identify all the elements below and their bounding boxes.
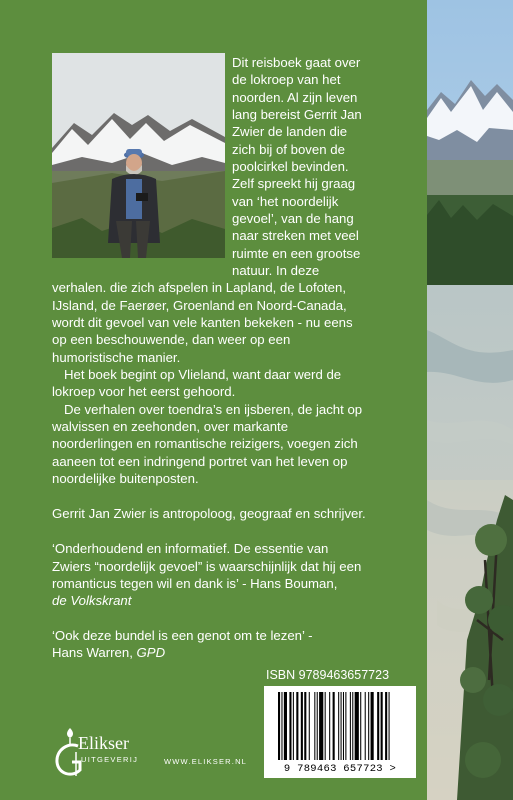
barcode-bar (284, 692, 287, 760)
barcode-digits: 9 789463 657723 > (283, 763, 397, 775)
blurb-line: wordt dit gevoel van vele kanten bekeken - nu eens (52, 315, 353, 330)
barcode-bar (341, 692, 342, 760)
quote-source-line (52, 644, 165, 661)
barcode-bar (345, 692, 346, 760)
blurb-line: Het boek begint op Vlieland, want daar werd de (64, 367, 342, 382)
barcode-bar (343, 692, 344, 760)
quote-line: Zwiers “noordelijk gevoel” is waarschijnlijk dat hij een (52, 559, 362, 574)
blurb-line: poolcirkel bevinden. (232, 159, 349, 174)
barcode-bar (296, 692, 298, 760)
blurb-line: lokroep voor het eerst gehoord. (52, 384, 236, 399)
author-photo (52, 53, 225, 258)
barcode-bar (389, 692, 390, 760)
barcode-bar (319, 692, 323, 760)
barcode-bar (325, 692, 326, 760)
barcode-bar (309, 692, 310, 760)
quote-line: romanticus tegen wil en dank is’ - Hans Bouman, (52, 576, 338, 591)
barcode-bar (377, 692, 379, 760)
blurb-line: noordelijke buitenposten. (52, 471, 199, 486)
barcode-bar (350, 692, 351, 760)
blurb-line: de lokroep van het (232, 72, 341, 87)
blurb-line: walvissen en zeehonden, over markante (52, 419, 289, 434)
barcode-bar (371, 692, 374, 760)
quote-source: GPD (136, 645, 166, 660)
barcode-bar (381, 692, 383, 760)
barcode-bar (289, 692, 291, 760)
blurb-line: De verhalen over toendra’s en ijsberen, de jacht op (64, 402, 363, 417)
blurb-line: aaneen tot een indringend portret van het leven op (52, 454, 348, 469)
barcode-bar (301, 692, 303, 760)
barcode-bar (385, 692, 387, 760)
quote-line: ‘Onderhoudend en informatief. De essentie van (52, 541, 329, 556)
blurb-line: van ‘het noordelijk (232, 194, 339, 209)
blurb-line: Zelf spreekt hij graag (232, 176, 356, 191)
barcode-bar (360, 692, 361, 760)
quote-source-line (52, 592, 131, 609)
barcode-bar (365, 692, 366, 760)
blurb-line: noorden. Al zijn leven (232, 90, 358, 105)
blurb-line: Dit reisboek gaat over (232, 55, 361, 70)
blurb-line: noorderlingen en romantische reizigers, voegen zich (52, 436, 358, 451)
publisher-subtitle: UITGEVERIJ (81, 755, 139, 764)
author-bio: Gerrit Jan Zwier is antropoloog, geograaf en schrijver. (52, 506, 366, 521)
barcode-bar (278, 692, 280, 760)
blurb-line: Zwier de landen die (232, 124, 348, 139)
barcode-bar (333, 692, 335, 760)
barcode-bar (281, 692, 282, 760)
blurb-line: IJsland, de Faerøer, Groenland en Noord-Canada, (52, 298, 347, 313)
author-photo-image (52, 53, 225, 258)
barcode-bar (355, 692, 359, 760)
landscape-photo-strip (427, 0, 513, 800)
blurb-line: op een beschouwende, dan weer op een (52, 332, 291, 347)
publisher-website: WWW.ELIKSER.NL (164, 757, 248, 766)
landscape-photo-image (427, 0, 513, 800)
barcode-bar (338, 692, 339, 760)
quote-author: Hans Warren, (52, 645, 137, 660)
blurb-line: ruimte en een grootse (232, 246, 361, 261)
blurb-line: natuur. In deze (232, 263, 320, 278)
isbn-label: ISBN 9789463657723 (266, 668, 390, 682)
blurb-line: naar streken met veel (232, 228, 359, 243)
quote-line: ‘Ook deze bundel is een genot om te lezen’ - (52, 628, 313, 643)
blurb-line: humoristische manier. (52, 350, 181, 365)
barcode-bar (314, 692, 315, 760)
blurb-line: gevoel’, van de hang (232, 211, 354, 226)
barcode-bar (368, 692, 369, 760)
barcode-bar (304, 692, 306, 760)
blurb-line: verhalen. die zich afspelen in Lapland, de Lofoten, (52, 280, 347, 295)
publisher-name: Elikser (78, 733, 129, 753)
blurb-line: zich bij of boven de (232, 142, 345, 157)
barcode-bar (293, 692, 294, 760)
blurb-line: lang bereist Gerrit Jan (232, 107, 362, 122)
barcode-bar (352, 692, 353, 760)
barcode (264, 686, 416, 778)
quote-source: de Volkskrant (52, 593, 132, 608)
barcode-bar (317, 692, 318, 760)
barcode-bar (329, 692, 330, 760)
